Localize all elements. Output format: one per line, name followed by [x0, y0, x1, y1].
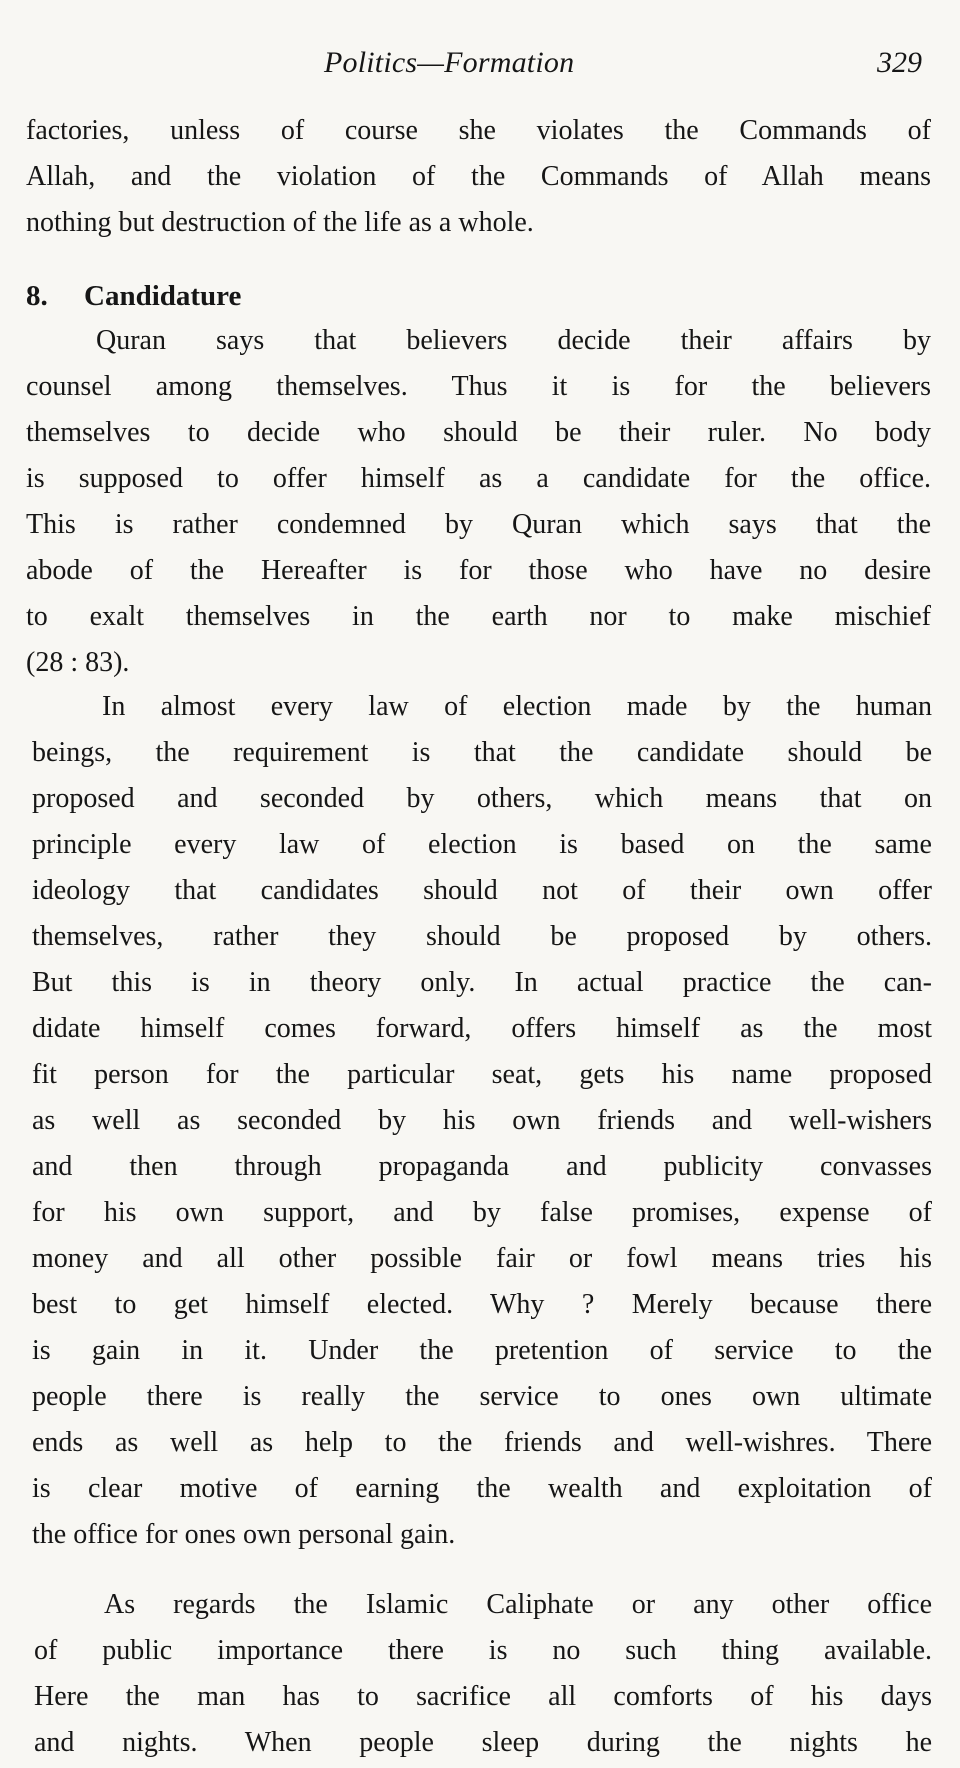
- text-line: is clear motive of earning the wealth and exploitation of: [32, 1473, 932, 1504]
- text-line: Allah, and the violation of the Commands of Allah means: [26, 161, 931, 192]
- text-line: themselves, rather they should be proposed by others.: [32, 921, 932, 952]
- text-line: fit person for the particular seat, gets his name proposed: [32, 1059, 932, 1090]
- opening-paragraph: [26, 108, 931, 246]
- text-line: This is rather condemned by Quran which says that the: [26, 509, 931, 540]
- text-line: themselves to decide who should be their ruler. No body: [26, 417, 931, 448]
- text-line: counsel among themselves. Thus it is for the believers: [26, 371, 931, 402]
- text-line: and nights. When people sleep during the nights he: [34, 1727, 932, 1758]
- section-number: 8.: [26, 280, 48, 312]
- text-line: for his own support, and by false promises, expense of: [32, 1197, 932, 1228]
- text-line: ends as well as help to the friends and well-wishres. There: [32, 1427, 932, 1458]
- text-line: principle every law of election is based on the same: [32, 829, 932, 860]
- text-line: of public importance there is no such thing available.: [34, 1635, 932, 1666]
- running-title: Politics—Formation: [324, 46, 575, 79]
- section-title: Candidature: [84, 280, 242, 312]
- text-line: ideology that candidates should not of their own offer: [32, 875, 932, 906]
- page-number: 329: [877, 46, 922, 79]
- text-line: best to get himself elected. Why ? Merely because there: [32, 1289, 932, 1320]
- section-heading: [26, 276, 241, 316]
- paragraph-candidature-2: [32, 684, 932, 1558]
- text-line: is gain in it. Under the pretention of service to the: [32, 1335, 932, 1366]
- text-line: money and all other possible fair or fowl means tries his: [32, 1243, 932, 1274]
- text-line: But this is in theory only. In actual practice the can-: [32, 967, 932, 998]
- text-line: Quran says that believers decide their affairs by: [96, 325, 931, 356]
- text-line: people there is really the service to ones own ultimate: [32, 1381, 932, 1412]
- text-line: As regards the Islamic Caliphate or any other office: [104, 1589, 932, 1620]
- text-line: as well as seconded by his own friends and well-wishers: [32, 1105, 932, 1136]
- paragraph-candidature-1: [26, 318, 931, 686]
- text-line: In almost every law of election made by the human: [102, 691, 932, 722]
- paragraph-caliphate: [34, 1582, 932, 1766]
- text-line: to exalt themselves in the earth nor to make mischief: [26, 601, 931, 632]
- text-line: the office for ones own personal gain.: [32, 1519, 456, 1550]
- text-line: abode of the Hereafter is for those who have no desire: [26, 555, 931, 586]
- text-line: is supposed to offer himself as a candidate for the office.: [26, 463, 931, 494]
- text-line: didate himself comes forward, offers himself as the most: [32, 1013, 932, 1044]
- text-line: beings, the requirement is that the candidate should be: [32, 737, 932, 768]
- text-line: Here the man has to sacrifice all comforts of his days: [34, 1681, 932, 1712]
- text-line: proposed and seconded by others, which means that on: [32, 783, 932, 814]
- text-line: nothing but destruction of the life as a whole.: [26, 207, 534, 238]
- text-line: factories, unless of course she violates the Commands of: [26, 115, 931, 146]
- text-line: (28 : 83).: [26, 647, 130, 678]
- text-line: and then through propaganda and publicity convasses: [32, 1151, 932, 1182]
- running-header: [320, 46, 930, 86]
